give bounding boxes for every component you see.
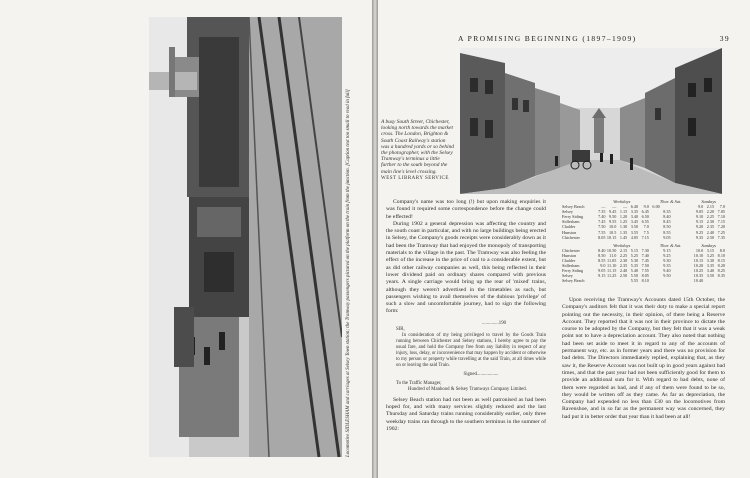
timetable-station: Selsey Beach [562, 204, 585, 210]
right-page [378, 0, 750, 478]
timetable-time: 7.0 [719, 204, 725, 210]
timetable-time: 9.35 [663, 263, 671, 269]
timetable-column-header: Thur. & Sat. [659, 199, 682, 204]
timetable-time: 9.25 [663, 252, 671, 258]
timetable-time: 9.55 [608, 219, 617, 225]
timetable-time: 1.35 [619, 229, 628, 235]
timetable-time: 7.5 [643, 229, 649, 235]
timetable-station: Selsey [562, 273, 573, 279]
timetable-time: 10.10 [693, 252, 704, 258]
timetable-time: 11.05 [607, 258, 617, 264]
timetable-time: 7.45 [598, 219, 606, 225]
timetable-time: 7.55 [598, 229, 606, 235]
letter-date-line: ..............190 [482, 320, 506, 326]
railway-photo-caption-text: Locomotive SIDLESHAM and carriages at Selsey Town station; the Tramway passengers pictured on the platform on the train from the junction. [Caption text too small to read in full] [346, 89, 351, 457]
timetable-time: 1.30 [619, 224, 628, 230]
timetable-time [595, 278, 606, 283]
letter-addressee-1: To the Traffic Manager, [396, 380, 442, 386]
paragraph: Selsey Beach station had not been as well patronised as had been hoped for, and with many services slightly reduced and the last Thursday and Saturday trains running considerably earlier, only three weekday trains ran through to the southern terminus in the summer of 1902: [386, 396, 546, 432]
timetable-time: 6.50 [641, 214, 649, 220]
timetable-time: 9.30 [663, 258, 671, 264]
timetable-time: 9.50 [608, 214, 617, 220]
timetable-time: 9.0 [600, 263, 606, 269]
timetable-time: 9.10 [695, 214, 704, 220]
timetable-time [671, 278, 682, 283]
timetable-time: 5.50 [630, 273, 639, 279]
timetable-time: 9.35 [695, 234, 704, 240]
timetable-time: 8.40 [598, 247, 606, 253]
timetable-time: 3.35 [630, 209, 639, 215]
timetable-time: 1.20 [619, 214, 628, 220]
timetable-time: 8.15 [717, 258, 725, 264]
timetable-time: 3.45 [630, 219, 639, 225]
timetable-time: 6.00 [652, 204, 660, 210]
timetable-station: Hunston [562, 252, 577, 258]
timetable-time: 8.05 [641, 273, 649, 279]
timetable-time: 4.05 [630, 234, 639, 240]
timetable-time: 9.05 [663, 234, 671, 240]
timetable-time: 1.15 [619, 209, 628, 215]
timetable-station: Selsey Beach [562, 278, 585, 284]
chapter-title: A PROMISING BEGINNING (1897–1909) [458, 34, 637, 43]
timetable-time: 7.35 [598, 209, 606, 215]
timetable-up-row [562, 278, 725, 283]
timetable-time: 9.25 [695, 229, 704, 235]
timetable-time: 10.0 [695, 247, 704, 253]
timetable-time: 7.15 [641, 234, 649, 240]
timetable-time: 7.55 [641, 268, 649, 274]
timetable-time: 10.35 [693, 273, 704, 279]
timetable-station: Chichester [562, 234, 580, 240]
timetable-time: 2.50 [619, 273, 628, 279]
timetable-time: 2.15 [706, 204, 715, 210]
timetable-time: 2.40 [619, 268, 628, 274]
timetable-time: 7.20 [717, 224, 725, 230]
railway-photo-image [149, 17, 342, 457]
timetable-time: 9.15 [663, 247, 671, 253]
timetable-time: 2.25 [619, 252, 628, 258]
timetable-time: 3.25 [706, 252, 715, 258]
timetable-time: 9.05 [598, 268, 606, 274]
timetable-time: 7.40 [641, 252, 649, 258]
timetable-time: 10.15 [693, 258, 704, 264]
timetable-time: 3.40 [706, 268, 715, 274]
timetable-time: 11.15 [607, 268, 617, 274]
timetable-time: 11.10 [607, 263, 617, 269]
timetable-time: — [612, 204, 617, 210]
timetable-time: 3.50 [630, 224, 639, 230]
street-photo [460, 48, 722, 194]
timetable-time: 6.55 [641, 219, 649, 225]
letter-body: In consideration of my being privileged to travel by the Goods Train running between Chichester and Selsey stations, I hereby agree to pay the usual fare, and hold the Company free from any liability in respect of any injury, loss, delay, or inconvenience that may happen by accident or otherwise to my person or property while travelling at the said Train, at all times while on or leaving the said Train. [396, 332, 546, 369]
text-column-right [562, 297, 725, 421]
timetable-time: 7.10 [717, 214, 725, 220]
street-caption-text: A busy South Street, Chichester, looking north towards the market cross. The London, Brighton & South Coast Railway's station was a hundred yards or so behind the photographer, with the Selsey Tramway's terminus a little further to the south beyond the main line's level crossing. [381, 119, 454, 175]
timetable-time: 9.05 [695, 209, 704, 215]
railway-photo-caption [346, 17, 362, 457]
timetable-time [649, 235, 660, 240]
timetable-time: 8.35 [717, 273, 725, 279]
timetable-time: 8.55 [598, 258, 606, 264]
paragraph: During 1902 a general depression was affecting the country and the south coast in particular, and with no large buildings being erected in Selsey, the Company's goods receipts were considerably down as it had been the Tramway that had enjoyed the monopoly of transporting materials to the village in the past. The Tramway was also feeling the effect of the increase in the price of coal to a considerable extent, but as did other railway companies as well, this being reflected in their lower dividend paid on ordinary shares compared with previous years. A single carriage would bring up the rear of 'mixed' trains, although they weren't advertised in the timetables as such, but passengers wishing to avail themselves of the dubious 'privilege' of such a slow and uncomfortable journey, had to sign the following form: [386, 220, 546, 315]
timetable-station: Chalder [562, 258, 576, 264]
timetable-time: 8.50 [598, 252, 606, 258]
timetable-table [562, 199, 725, 284]
timetable-time: 10.5 [608, 229, 617, 235]
timetable-station: Sidlesham [562, 219, 580, 225]
street-photo-caption [381, 119, 455, 182]
timetable-time: 2.25 [706, 214, 715, 220]
timetable-station: Chichester [562, 247, 580, 253]
left-page [0, 0, 372, 478]
timetable-time: 8.10 [641, 278, 649, 284]
timetable-time: 7.40 [598, 214, 606, 220]
timetable-time: 7.15 [717, 219, 725, 225]
timetable-time: 9.20 [695, 224, 704, 230]
timetable-time: 2.15 [619, 247, 628, 253]
timetable-time: 7.30 [641, 247, 649, 253]
street-photo-image [460, 48, 722, 194]
timetable-time: 9.50 [663, 273, 671, 279]
timetable-time: 3.55 [630, 229, 639, 235]
timetable-time: 8.45 [663, 219, 671, 225]
street-photo-credit: WEST LIBRARY SERVICE [381, 175, 449, 181]
timetable-station: Hunston [562, 229, 577, 235]
letter-salutation: SIR, [396, 326, 405, 332]
timetable-time: 3.15 [706, 247, 715, 253]
passenger-form-letter [396, 321, 546, 393]
timetable-time: 11.0 [609, 252, 617, 258]
timetable-time: 8.25 [717, 268, 725, 274]
timetable-time: 2.20 [706, 209, 715, 215]
timetable-time: 2.40 [706, 229, 715, 235]
timetable-time: 7.25 [717, 229, 725, 235]
timetable-time [703, 278, 714, 283]
timetable-time [649, 278, 660, 283]
timetable-time: 5.15 [630, 247, 639, 253]
timetable-time: 1.25 [619, 219, 628, 225]
timetable-time: 8.10 [717, 252, 725, 258]
timetable-time: 6.45 [641, 209, 649, 215]
timetable-time: 7.50 [641, 263, 649, 269]
timetable-time: 8.0 [719, 247, 725, 253]
timetable-time: 9.0 [697, 204, 704, 210]
timetable-time: 8.55 [663, 229, 671, 235]
paragraph: Upon receiving the Tramway's Accounts dated 15th October, the Company's auditors felt that it was their duty to make a special report pointing out the necessity, in their opinion, of there being a Reserve Account. They reported that it was not in their province to dictate the course to be adopted by the Company, but they felt that it was a weak point not to have a depreciation account. They also noted that nothing had been set aside to meet it in regard to any of the accounts of permanent way, etc. as in former years and there was no provision for bad debts. The Directors immediately replied, explaining that, as they saw it, the Reserve Account was not built up in good years against bad times, and that the past year had not been sufficiently good for them to provide an additional sum for it. With regard to bad debts, none of them were regarded as bad, and if any of them were found to be so, they would be written off as they came. As far as depreciation, the Company had expended no less than £30 on the locomotives from Ravenshoe, and in so far as the permanent way was concerned, they had put it in better order that year than it had been at all! [562, 297, 725, 420]
timetable-1902 [562, 199, 725, 284]
timetable-time [605, 278, 616, 283]
text-column-left [386, 199, 546, 433]
timetable-station: Chalder [562, 224, 576, 230]
timetable-time: 2.30 [706, 219, 715, 225]
timetable-column-header: Weekdays [613, 199, 631, 204]
timetable-station: Ferry Siding [562, 214, 584, 220]
timetable-time: 10.15 [606, 234, 617, 240]
timetable-time: 8.20 [717, 263, 725, 269]
timetable-time [681, 235, 692, 240]
paragraph: Company's name was too long (!) but upon making enquiries it was found it required some correspondence before the change could be effected! [386, 199, 546, 220]
timetable-time: 3.30 [706, 258, 715, 264]
timetable-time [714, 278, 725, 283]
timetable-time: 10.0 [608, 224, 617, 230]
timetable-time: 3.40 [630, 214, 639, 220]
timetable-column-header: Sundays [701, 199, 716, 204]
timetable-time [616, 278, 627, 283]
timetable-time: 5.35 [630, 263, 639, 269]
timetable-time: 8.40 [663, 214, 671, 220]
timetable-time [681, 278, 692, 283]
timetable-time: 8.50 [663, 224, 671, 230]
letter-signature-line: Signed.................. [463, 371, 499, 377]
timetable-time: 11.25 [607, 273, 617, 279]
timetable-station: Sidlesham [562, 263, 580, 269]
timetable-time: 10.20 [693, 263, 704, 269]
timetable-time: 5.55 [630, 278, 639, 284]
letter-addressee-2: Hundred of Manhood & Selsey Tramways Company Limited. [408, 386, 527, 392]
timetable-station: Ferry Siding [562, 268, 584, 274]
timetable-time: — [601, 204, 606, 210]
timetable-time: 9.40 [663, 268, 671, 274]
timetable-time: 7.50 [598, 224, 606, 230]
timetable-time [660, 278, 671, 283]
timetable-time: 2.30 [619, 258, 628, 264]
timetable-time: 7.45 [641, 258, 649, 264]
timetable-time: 10.50 [606, 247, 617, 253]
timetable-time: 2.50 [706, 234, 715, 240]
timetable-time: 8.35 [663, 209, 671, 215]
timetable-time: 3.35 [706, 263, 715, 269]
timetable-time: 1.45 [619, 234, 628, 240]
timetable-time: 5.30 [630, 258, 639, 264]
timetable-time [671, 235, 682, 240]
timetable-time: — [622, 204, 628, 210]
timetable-time: 6.40 [630, 204, 639, 210]
timetable-time: 9.15 [598, 273, 606, 279]
timetable-time: 7.0 [643, 224, 649, 230]
timetable-station: Selsey [562, 209, 573, 215]
railway-photo [149, 17, 342, 457]
timetable-time: 9.0 [643, 204, 649, 210]
page-number: 39 [719, 34, 730, 43]
timetable-time: 9.45 [608, 209, 617, 215]
timetable-column-header: Sundays [701, 242, 716, 248]
timetable-time: 7.35 [717, 234, 725, 240]
timetable-time: 2.35 [706, 224, 715, 230]
timetable-time: 7.05 [717, 209, 725, 215]
timetable-time: 3.50 [706, 273, 715, 279]
timetable-column-header: Weekdays [613, 242, 631, 248]
timetable-time: 10.40 [693, 278, 704, 284]
timetable-time: 5.25 [630, 252, 639, 258]
timetable-time: 2.35 [619, 263, 628, 269]
timetable-time: 5.40 [630, 268, 639, 274]
timetable-time: 9.15 [695, 219, 704, 225]
timetable-column-header: Thur. & Sat. [659, 242, 682, 248]
timetable-time: 10.25 [693, 268, 704, 274]
timetable-time: 8.05 [598, 234, 606, 240]
